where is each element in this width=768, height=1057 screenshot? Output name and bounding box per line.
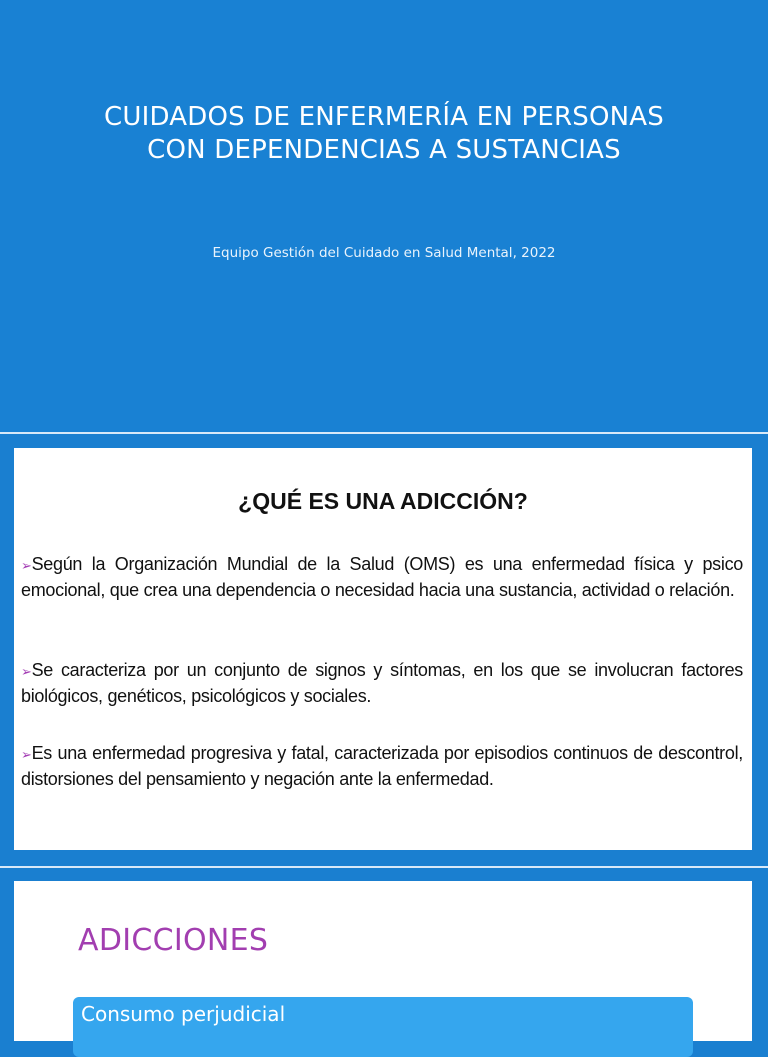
bullet-text: Es una enfermedad progresiva y fatal, caracterizada por episodios continuos de descontrol, distorsiones del pensamiento y negación ante la enfermedad.: [21, 743, 743, 789]
section-title: ADICCIONES: [78, 923, 269, 958]
slide-title: CUIDADOS DE ENFERMERÍA EN PERSONAS CON DEPENDENCIAS A SUSTANCIAS: [104, 102, 664, 166]
definition-slide: [0, 434, 768, 866]
slide-subtitle: Equipo Gestión del Cuidado en Salud Mental, 2022: [212, 245, 556, 261]
question-heading: ¿QUÉ ES UNA ADICCIÓN?: [238, 488, 528, 514]
addictions-slide: [0, 868, 768, 1024]
bullet-text: Se caracteriza por un conjunto de signos y síntomas, en los que se involucran factores biológicos, genéticos, psicológicos y sociales.: [21, 660, 743, 706]
content-panel: [14, 448, 752, 850]
arrow-bullet-icon: ➢: [21, 747, 32, 762]
arrow-bullet-icon: ➢: [21, 558, 32, 573]
content-panel: [14, 881, 752, 1041]
title-slide: [0, 0, 768, 432]
bullet-text: Según la Organización Mundial de la Salud (OMS) es una enfermedad física y psico emocional, que crea una dependencia o necesidad hacia una sustancia, actividad o relación.: [21, 554, 743, 600]
bullet-item: [21, 741, 743, 791]
topic-label: Consumo perjudicial: [81, 1002, 286, 1026]
topic-box-consumo-perjudicial: [73, 997, 693, 1057]
arrow-bullet-icon: ➢: [21, 664, 32, 679]
bullet-item: [21, 552, 743, 602]
bullet-item: [21, 658, 743, 708]
